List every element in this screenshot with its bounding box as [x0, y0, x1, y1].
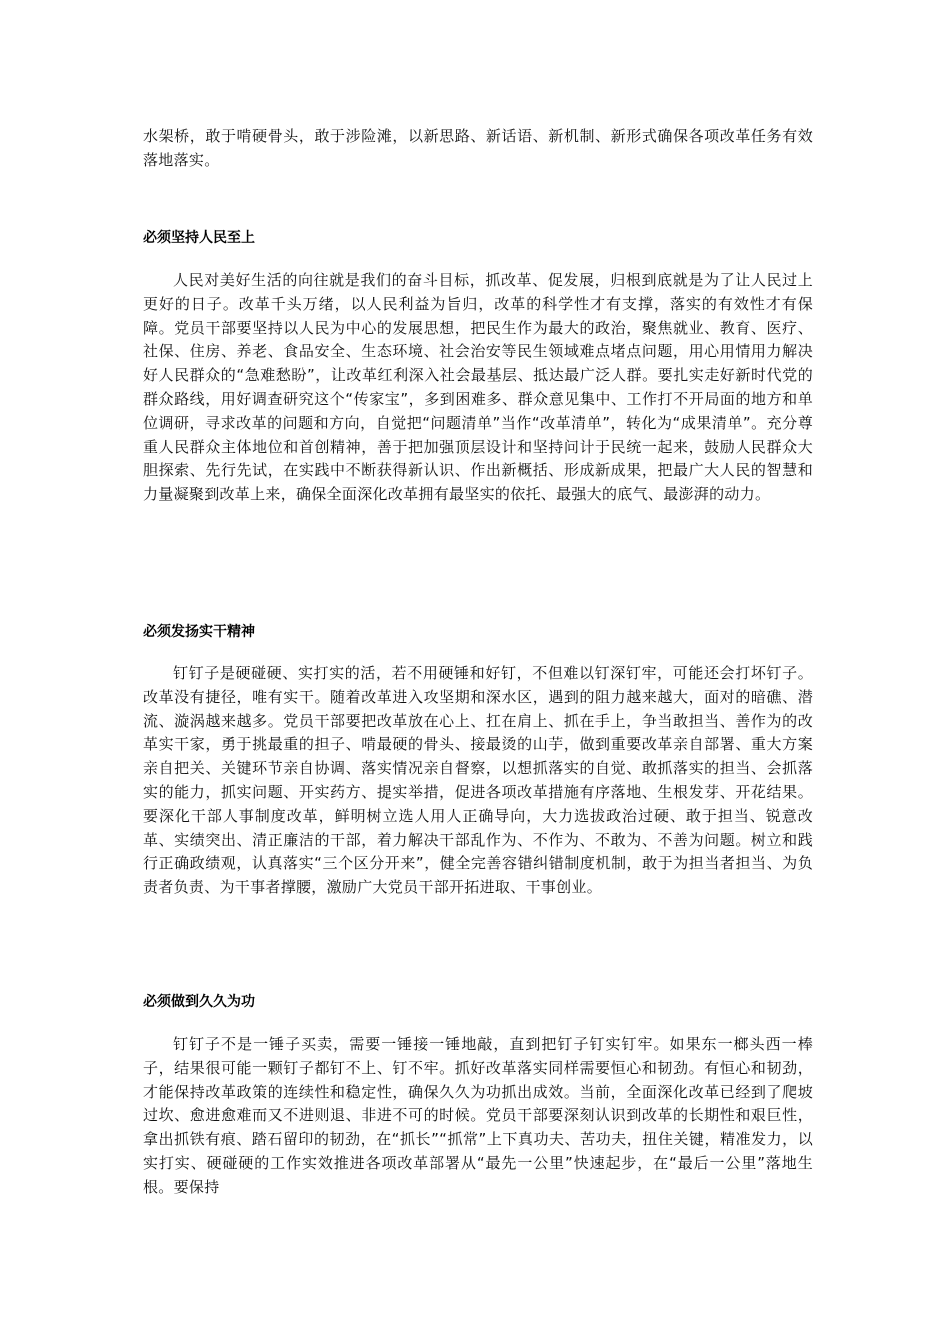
section-heading-hard-work: 必须发扬实干精神: [143, 624, 255, 640]
section-heading-persistence-block: [143, 991, 813, 1013]
section-body-persistence-block: [143, 1033, 813, 1200]
intro-paragraph: 水架桥，敢于啃硬骨头，敢于涉险滩，以新思路、新话语、新机制、新形式确保各项改革任务有效落地落实。: [143, 127, 813, 169]
section-body-people-first-block: [143, 269, 813, 507]
section-paragraph-hard-work: 钉钉子是硬碰硬、实打实的活，若不用硬锤和好钉，不但难以钉深钉牢，可能还会打坏钉子。改革没有捷径，唯有实干。随着改革进入攻坚期和深水区，遇到的阻力越来越大，面对的暗礁、潜流、漩涡越来越多。党员干部要把改革放在心上、扛在肩上、抓在手上，争当敢担当、善作为的改革实干家，勇于挑最重的担子、啃最硬的骨头、接最烫的山芋，做到重要改革亲自部署、重大方案亲自把关、关键环节亲自协调、落实情况亲自督察，以想抓落实的自觉、敢抓落实的担当、会抓落实的能力，抓实问题、开实药方、提实举措，促进各项改革措施有序落地、生根发芽、开花结果。要深化干部人事制度改革，鲜明树立选人用人正确导向，大力选拔政治过硬、敢于担当、锐意改革、实绩突出、清正廉洁的干部，着力解决干部乱作为、不作为、不敢为、不善为问题。树立和践行正确政绩观，认真落实“三个区分开来”，健全完善容错纠错制度机制，敢于为担当者担当、为负责者负责、为干事者撑腰，激励广大党员干部开拓进取、干事创业。: [143, 664, 813, 897]
intro-paragraph-block: [143, 125, 813, 173]
section-heading-people-first: 必须坚持人民至上: [143, 230, 255, 246]
section-paragraph-persistence: 钉钉子不是一锤子买卖，需要一锤接一锤地敲，直到把钉子钉实钉牢。如果东一榔头西一棒子，结果很可能一颗钉子都钉不上、钉不牢。抓好改革落实同样需要恒心和韧劲。有恒心和韧劲，才能保持改革政策的连续性和稳定性，确保久久为功抓出成效。当前，全面深化改革已经到了爬坡过坎、愈进愈难而又不进则退、非进不可的时候。党员干部要深刻认识到改革的长期性和艰巨性，拿出抓铁有痕、踏石留印的韧劲，在“抓长”“抓常”上下真功夫、苦功夫，扭住关键，精准发力，以实打实、硬碰硬的工作实效推进各项改革部署从“最先一公里”快速起步，在“最后一公里”落地生根。要保持: [143, 1035, 813, 1196]
section-paragraph-people-first: 人民对美好生活的向往就是我们的奋斗目标，抓改革、促发展，归根到底就是为了让人民过上更好的日子。改革千头万绪，以人民利益为旨归，改革的科学性才有支撑，落实的有效性才有保障。党员干部要坚持以人民为中心的发展思想，把民生作为最大的政治，聚焦就业、教育、医疗、社保、住房、养老、食品安全、生态环境、社会治安等民生领域难点堵点问题，用心用情用力解决好人民群众的“急难愁盼”，让改革红利深入社会最基层、抵达最广泛人群。要扎实走好新时代党的群众路线，用好调查研究这个“传家宝”，多到困难多、群众意见集中、工作打不开局面的地方和单位调研，寻求改革的问题和方向，自觉把“问题清单”当作“改革清单”，转化为“成果清单”。充分尊重人民群众主体地位和首创精神，善于把加强顶层设计和坚持问计于民统一起来，鼓励人民群众大胆探索、先行先试，在实践中不断获得新认识、作出新概括、形成新成果，把最广大人民的智慧和力量凝聚到改革上来，确保全面深化改革拥有最坚实的依托、最强大的底气、最澎湃的动力。: [143, 271, 813, 504]
section-heading-people-first-block: [143, 227, 813, 249]
section-body-hard-work-block: [143, 662, 813, 900]
section-heading-hard-work-block: [143, 621, 813, 643]
section-heading-persistence: 必须做到久久为功: [143, 994, 255, 1010]
